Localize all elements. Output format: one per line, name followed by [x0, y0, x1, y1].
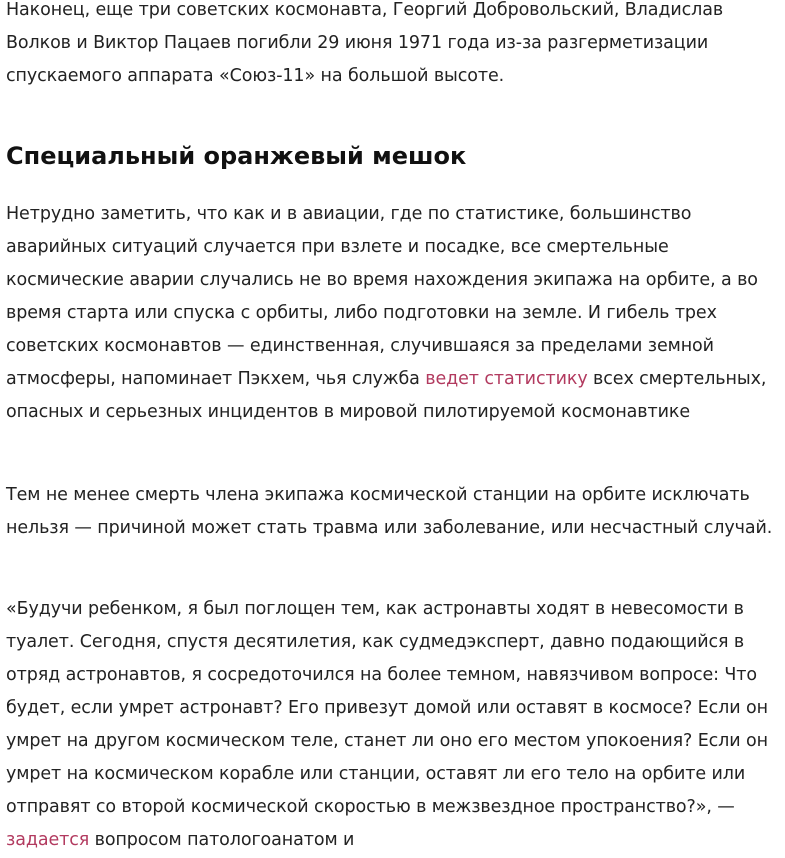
paragraph-quote: [6, 593, 781, 857]
paragraph-orbit-death: Тем не менее смерть члена экипажа космической станции на орбите исключать нельзя — причиной может стать травма или заболевание, или несчастный случай.: [6, 485, 773, 538]
paragraph-statistics: [6, 198, 776, 429]
paragraph-statistics-text-start: Нетрудно заметить, что как и в авиации, где по статистике, большинство аварийных ситуаций случается при взлете и посадке, все смертельные космические аварии случались не во время нахождения экипажа на орбите, а во время старта или спуска с орбиты, либо подготовки на земле. И гибель трех советских космонавтов — единственная, случившаяся за пределами земной атмосферы, напоминает Пэкхем, чья служба: [6, 204, 758, 389]
statistics-link[interactable]: ведет статистику: [425, 369, 588, 389]
section-heading: Специальный оранжевый мешок: [6, 142, 467, 170]
paragraph-soyuz-11: Наконец, еще три советских космонавта, Георгий Добровольский, Владислав Волков и Виктор Пацаев погибли 29 июня 1971 года из-за разгерметизации спускаемого аппарата «Союз-11» на большой высоте.: [6, 0, 724, 86]
paragraph-quote-text-end: вопросом патологоанатом и: [89, 830, 355, 850]
asks-link[interactable]: задается: [6, 830, 90, 850]
paragraph-quote-text-start: «Будучи ребенком, я был поглощен тем, как астронавты ходят в невесомости в туалет. Сегодня, спустя десятилетия, как судмедэксперт, давно подающийся в отряд астронавтов, я сосредоточился на более темном, навязчивом вопросе: Что будет, если умрет астронавт? Его привезут домой или оставят в космосе? Если он умрет на другом космическом теле, станет ли оно его местом упокоения? Если он умрет на космическом корабле или станции, оставят ли его тело на орбите или отправят со второй космической скоростью в межзвездное пространство?», —: [6, 599, 768, 817]
paragraph-statistics-text-end: всех смертельных, опасных и серьезных инцидентов в мировой пилотируемой космонавтике: [6, 369, 767, 422]
